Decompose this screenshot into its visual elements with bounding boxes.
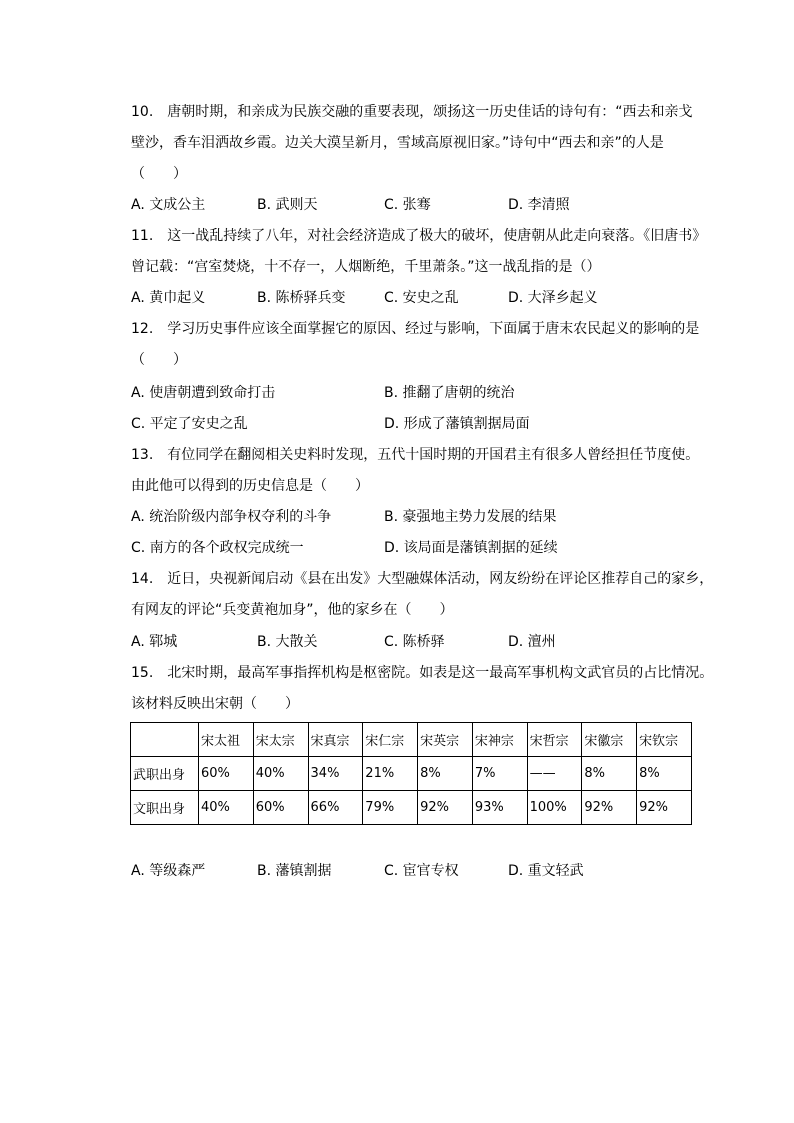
q15-option-a: A. 等级森严 xyxy=(131,863,206,879)
q14-stem-line-1: 14. 近日，央视新闻启动《县在出发》大型融媒体活动，网友纷纷在评论区推荐自己的家乡， xyxy=(131,571,714,587)
table-cell: 40% xyxy=(199,791,254,825)
q11-option-c: C. 安史之乱 xyxy=(384,290,459,306)
table-cell: 7% xyxy=(472,757,527,791)
table-header-cell: 宋哲宗 xyxy=(527,723,582,757)
table-header-cell: 宋仁宗 xyxy=(363,723,418,757)
table-cell: 60% xyxy=(253,791,308,825)
q14-option-b: B. 大散关 xyxy=(257,634,318,650)
q10-stem-line-1: 10. 唐朝时期，和亲成为民族交融的重要表现，颂扬这一历史佳话的诗句有：“西去和亲戈 xyxy=(131,104,693,120)
table-cell: 21% xyxy=(363,757,418,791)
table-header-cell: 宋太宗 xyxy=(253,723,308,757)
q10-option-b: B. 武则天 xyxy=(257,197,318,213)
table-cell: 92% xyxy=(582,791,637,825)
q15-option-b: B. 藩镇割据 xyxy=(257,863,332,879)
q13-option-c: C. 南方的各个政权完成统一 xyxy=(131,540,304,556)
q14-option-d: D. 澶州 xyxy=(508,634,556,650)
table-header-row xyxy=(131,723,692,757)
table-cell: 60% xyxy=(199,757,254,791)
q12-option-c: C. 平定了安史之乱 xyxy=(131,416,248,432)
table-cell: 92% xyxy=(637,791,692,825)
table-cell: 66% xyxy=(308,791,363,825)
table-row xyxy=(131,791,692,825)
q13-stem-line-2: 由此他可以得到的历史信息是（ ） xyxy=(131,478,369,494)
table-header-cell xyxy=(131,723,199,757)
table-row-label: 文职出身 xyxy=(131,791,199,825)
q10-option-d: D. 李清照 xyxy=(508,197,570,213)
q10-option-a: A. 文成公主 xyxy=(131,197,206,213)
table-row-label: 武职出身 xyxy=(131,757,199,791)
table-header-cell: 宋太祖 xyxy=(199,723,254,757)
q12-option-a: A. 使唐朝遭到致命打击 xyxy=(131,385,276,401)
q14-option-a: A. 郓城 xyxy=(131,634,178,650)
q10-option-c: C. 张骞 xyxy=(384,197,431,213)
q11-option-b: B. 陈桥驿兵变 xyxy=(257,290,346,306)
q12-option-b: B. 推翻了唐朝的统治 xyxy=(384,385,515,401)
q13-option-b: B. 豪强地主势力发展的结果 xyxy=(384,509,557,525)
q12-stem-line-2: （ ） xyxy=(131,352,187,368)
q11-option-d: D. 大泽乡起义 xyxy=(508,290,598,306)
q15-stem-line-2: 该材料反映出宋朝（ ） xyxy=(131,696,299,712)
table-cell: 40% xyxy=(253,757,308,791)
table-cell: 34% xyxy=(308,757,363,791)
q14-stem-line-2: 有网友的评论“兵变黄袍加身”，他的家乡在（ ） xyxy=(131,602,454,618)
q15-option-c: C. 宦官专权 xyxy=(384,863,459,879)
table-header-cell: 宋真宗 xyxy=(308,723,363,757)
table-cell: 8% xyxy=(418,757,473,791)
q13-option-a: A. 统治阶级内部争权夺利的斗争 xyxy=(131,509,332,525)
table-cell: 8% xyxy=(582,757,637,791)
q10-stem-line-3: （ ） xyxy=(131,166,187,182)
q13-stem-line-1: 13. 有位同学在翻阅相关史料时发现，五代十国时期的开国君主有很多人曾经担任节度使。 xyxy=(131,447,700,463)
table-header-cell: 宋神宗 xyxy=(472,723,527,757)
q13-option-d: D. 该局面是藩镇割据的延续 xyxy=(384,540,558,556)
table-cell: 92% xyxy=(418,791,473,825)
q10-stem-line-2: 壁沙，香车泪洒故乡霞。边关大漠呈新月，雪域高原视旧家。”诗句中“西去和亲”的人是 xyxy=(131,135,664,151)
table-cell: 93% xyxy=(472,791,527,825)
table-row xyxy=(131,757,692,791)
table-cell: —— xyxy=(527,757,582,791)
q11-option-a: A. 黄巾起义 xyxy=(131,290,206,306)
q12-option-d: D. 形成了藩镇割据局面 xyxy=(384,416,530,432)
table-header-cell: 宋徽宗 xyxy=(582,723,637,757)
table-cell: 8% xyxy=(637,757,692,791)
q14-option-c: C. 陈桥驿 xyxy=(384,634,445,650)
q11-stem-line-1: 11. 这一战乱持续了八年，对社会经济造成了极大的破坏，使唐朝从此走向衰落。《旧唐书》 xyxy=(131,228,707,244)
table-cell: 79% xyxy=(363,791,418,825)
table-cell: 100% xyxy=(527,791,582,825)
q15-stem-line-1: 15. 北宋时期，最高军事指挥机构是枢密院。如表是这一最高军事机构文武官员的占比情况。 xyxy=(131,665,714,681)
officials-ratio-table xyxy=(130,722,692,825)
q15-option-d: D. 重文轻武 xyxy=(508,863,584,879)
q12-stem-line-1: 12. 学习历史事件应该全面掌握它的原因、经过与影响，下面属于唐末农民起义的影响的是 xyxy=(131,321,700,337)
table-header-cell: 宋钦宗 xyxy=(637,723,692,757)
table-header-cell: 宋英宗 xyxy=(418,723,473,757)
q11-stem-line-2: 曾记载：“宫室焚烧，十不存一，人烟断绝，千里萧条。”这一战乱指的是（） xyxy=(131,259,601,275)
